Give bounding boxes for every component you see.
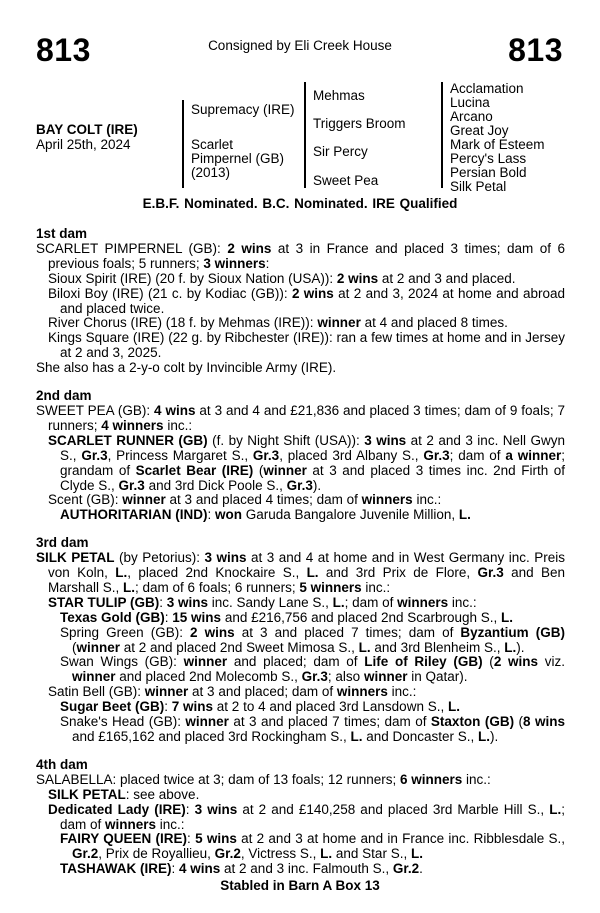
dam1-produce-1: Sioux Spirit (IRE) (20 f. by Sioux Nation (USA)): 2 wins at 2 and 3 and placed. xyxy=(48,270,516,286)
foaling-date: April 25th, 2024 xyxy=(36,137,131,152)
pedigree-g3-5: Mark of Esteem xyxy=(450,137,545,152)
dam1-produce-4: Kings Square (IRE) (22 g. by Ribchester (IRE)): ran a few times at home and in Jersey at 2 and 3, 2025. xyxy=(48,330,565,361)
pedigree-sire-sire: Mehmas xyxy=(313,88,365,103)
lot-number-right: 813 xyxy=(508,32,563,68)
pedigree-g3-1: Acclamation xyxy=(450,81,524,96)
dam1-note: She also has a 2-y-o colt by Invincible Army (IRE). xyxy=(36,360,337,376)
dam3-grandproduce-1: Texas Gold (GB): 15 wins and £216,756 and placed 2nd Scarbrough S., L. xyxy=(60,609,514,625)
dam3-produce-1: STAR TULIP (GB): 3 wins inc. Sandy Lane S., L.; dam of winners inc.: xyxy=(48,594,477,610)
pedigree-dam-line3: (2013) xyxy=(191,165,231,180)
pedigree-dam-line1: Scarlet xyxy=(191,137,234,152)
pedigree-g3-4: Great Joy xyxy=(450,123,509,138)
pedigree-dam-dam: Sweet Pea xyxy=(313,173,379,188)
stabling-info: Stabled in Barn A Box 13 xyxy=(220,878,380,893)
pedigree-dam-sire: Sir Percy xyxy=(313,144,368,159)
dam3-grandproduce-2: Spring Green (GB): 2 wins at 3 and placed 7 times; dam of Byzantium (GB) (winner at 2 and placed 2nd Sweet Mimosa S., L. and 3rd Blenheim S., L.). xyxy=(60,624,565,655)
dam2-produce-1: SCARLET RUNNER (GB) (f. by Night Shift (USA)): 3 wins at 2 and 3 inc. Nell Gwyn S., Gr.3, Princess Margaret S., Gr.3, placed 3rd Albany S., Gr.3; dam of a winner; grandam of Scarlet Bear (IRE) (winner at 3 and placed 3 times inc. 2nd Firth of Clyde S., Gr.3 and 3rd Dick Poole S., Gr.3). xyxy=(48,432,566,493)
dam2-grandproduce-1: AUTHORITARIAN (IND): won Garuda Bangalore Juvenile Million, L. xyxy=(60,507,471,523)
dam2-title: 2nd dam xyxy=(36,388,92,404)
dam4-title: 4th dam xyxy=(36,756,88,772)
dam1-title: 1st dam xyxy=(36,226,88,241)
pedigree-g3-2: Lucina xyxy=(450,95,490,110)
dam3-grandproduce-5: Snake's Head (GB): winner at 3 and placed 7 times; dam of Staxton (GB) (8 wins and £165,162 and placed 3rd Rockingham S., L. and Doncaster S., L.). xyxy=(60,714,565,744)
lot-number-left: 813 xyxy=(36,32,91,68)
dam2-produce-2: Scent (GB): winner at 3 and placed 4 times; dam of winners inc.: xyxy=(48,492,442,508)
dam1-entry: SCARLET PIMPERNEL (GB): 2 wins at 3 in France and placed 3 times; dam of 6 previous foals; 5 runners; 3 winners: xyxy=(36,240,566,271)
dam1-produce-2: Biloxi Boy (IRE) (21 c. by Kodiac (GB)): 2 wins at 2 and 3, 2024 at home and abroad and placed twice. xyxy=(48,285,565,316)
pedigree-sire: Supremacy (IRE) xyxy=(191,102,295,117)
dam3-grandproduce-3: Swan Wings (GB): winner and placed; dam of Life of Riley (GB) (2 wins viz. winner and placed 2nd Molecomb S., Gr.3; also winner in Qatar). xyxy=(60,654,565,685)
dam4-produce-2: Dedicated Lady (IRE): 3 wins at 2 and £140,258 and placed 3rd Marble Hill S., L.; dam of winners inc.: xyxy=(48,801,566,832)
dam4-produce-1: SILK PETAL: see above. xyxy=(48,786,200,802)
nominations: E.B.F. Nominated. B.C. Nominated. IRE Qualified xyxy=(142,196,458,211)
pedigree-bracket-gen2 xyxy=(304,82,306,188)
pedigree-sire-dam: Triggers Broom xyxy=(313,116,406,131)
horse-description: BAY COLT (IRE) xyxy=(36,122,138,137)
pedigree-notes xyxy=(36,223,565,877)
dam4-grandproduce-1: FAIRY QUEEN (IRE): 5 wins at 2 and 3 at home and in France inc. Ribblesdale S., Gr.2, Prix de Royallieu, Gr.2, Victress S., L. and Star S., L. xyxy=(60,831,565,862)
pedigree-bracket-gen3 xyxy=(441,82,443,188)
dam3-grandproduce-4: Sugar Beet (GB): 7 wins at 2 to 4 and placed 3rd Lansdown S., L. xyxy=(60,699,460,715)
pedigree-g3-6: Percy's Lass xyxy=(450,151,527,166)
dam1-produce-3: River Chorus (IRE) (18 f. by Mehmas (IRE)): winner at 4 and placed 8 times. xyxy=(48,315,508,331)
dam3-entry: SILK PETAL (by Petorius): 3 wins at 3 and 4 at home and in West Germany inc. Preis von Koln, L., placed 2nd Knockaire S., L. and 3rd Prix de Flore, Gr.3 and Ben Marshall S., L.; dam of 6 foals; 6 runners; 5 winners inc.: xyxy=(36,550,566,595)
dam2-entry: SWEET PEA (GB): 4 wins at 3 and 4 and £21,836 and placed 3 times; dam of 9 foals; 7 runners; 4 winners inc.: xyxy=(36,402,565,433)
pedigree-dam-line2: Pimpernel (GB) xyxy=(191,151,285,166)
pedigree-g3-7: Persian Bold xyxy=(450,165,527,180)
dam3-produce-2: Satin Bell (GB): winner at 3 and placed; dam of winners inc.: xyxy=(48,684,417,700)
dam3-title: 3rd dam xyxy=(36,535,89,551)
pedigree-g3-3: Arcano xyxy=(450,109,493,124)
dam4-entry: SALABELLA: placed twice at 3; dam of 13 foals; 12 runners; 6 winners inc.: xyxy=(36,771,491,787)
consignor: Consigned by Eli Creek House xyxy=(208,38,392,53)
dam4-grandproduce-2: TASHAWAK (IRE): 4 wins at 2 and 3 inc. Falmouth S., Gr.2. xyxy=(60,861,423,877)
pedigree-bracket-gen1 xyxy=(182,100,184,188)
pedigree-g3-8: Silk Petal xyxy=(450,179,507,194)
